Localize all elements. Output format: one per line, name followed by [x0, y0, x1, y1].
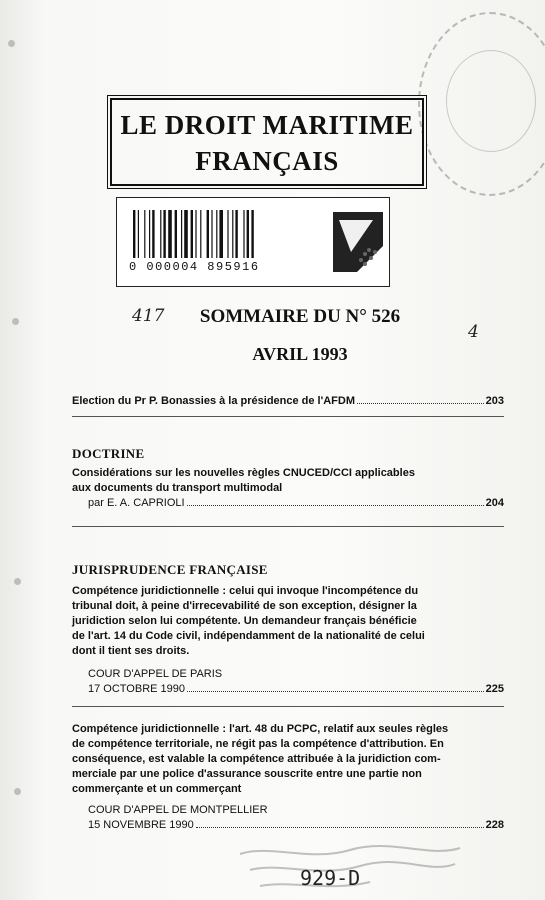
handwritten-note-right: 4 — [468, 322, 479, 342]
toc-entry-title: aux documents du transport multimodal — [72, 482, 283, 494]
barcode-bar — [184, 210, 188, 258]
barcode-bar — [160, 210, 161, 258]
toc-entry-election[interactable] — [72, 394, 504, 409]
court-name: COUR D'APPEL DE MONTPELLIER — [88, 804, 268, 816]
toc-entry-line: merciale par une police d'assurance souscrite entre une partie non — [72, 768, 422, 780]
summary-heading: SOMMAIRE DU N° 526 — [199, 306, 401, 327]
library-stamp-inner — [446, 50, 536, 152]
barcode-bar — [175, 210, 177, 258]
toc-entry-line: de l'art. 14 du Code civil, indépendamment de la nationalité de celui — [72, 630, 425, 642]
dot-leader — [357, 403, 484, 404]
barcode-bar — [219, 210, 223, 258]
barcode-bar — [247, 210, 249, 258]
divider — [72, 526, 504, 527]
journal-title-line1: LE DROIT MARITIME — [120, 110, 414, 140]
toc-entry-line: de compétence territoriale, ne régit pas la compétence d'attribution. En — [72, 738, 444, 750]
divider — [72, 706, 504, 707]
publisher-logo-icon — [333, 212, 383, 272]
issue-date: AVRIL 1993 — [252, 344, 348, 364]
barcode-bar — [149, 210, 150, 258]
toc-entry-line: tribunal doit, à peine d'irrecevabilité de son exception, désigner la — [72, 600, 417, 612]
barcode-bar — [207, 210, 209, 258]
barcode-bar — [243, 210, 244, 258]
dot-leader — [187, 505, 484, 506]
handwritten-catalog-code: 929-D — [300, 866, 361, 890]
toc-entry-line: commerçante et un commerçant — [72, 783, 242, 795]
court-date: 17 OCTOBRE 1990 — [88, 683, 186, 695]
barcode-bar — [144, 210, 145, 258]
barcode-bar — [181, 210, 182, 258]
barcode-digits: 0 000004 895916 — [129, 260, 260, 274]
barcode-bar — [227, 210, 228, 258]
barcode-bar — [235, 210, 237, 258]
toc-entry-line: Compétence juridictionnelle : l'art. 48 du PCPC, relatif aux seules règles — [72, 723, 449, 735]
section-heading-jurisprudence: JURISPRUDENCE FRANÇAISE — [72, 562, 268, 577]
section-heading-doctrine: DOCTRINE — [72, 446, 145, 461]
toc-entry-text: Election du Pr P. Bonassies à la présidence de l'AFDM — [72, 395, 356, 407]
toc-page-number: 204 — [485, 497, 504, 509]
toc-page-number: 228 — [485, 819, 504, 831]
barcode-bar — [191, 210, 193, 258]
barcode-bar — [168, 210, 172, 258]
journal-title-line2: FRANÇAIS — [195, 146, 339, 176]
barcode-bar — [216, 210, 217, 258]
toc-entry-jurisprudence-1[interactable] — [72, 584, 504, 697]
barcode-icon — [133, 210, 319, 258]
barcode-bar — [195, 210, 196, 258]
court-date: 15 NOVEMBRE 1990 — [88, 819, 194, 831]
punch-hole — [8, 40, 15, 47]
toc-entry-jurisprudence-2[interactable] — [72, 722, 504, 833]
punch-hole — [14, 578, 21, 585]
journal-title-box — [110, 98, 424, 186]
barcode-bar — [200, 210, 201, 258]
barcode-bar — [138, 210, 139, 258]
toc-page-number: 203 — [485, 395, 504, 407]
punch-hole — [12, 318, 19, 325]
punch-hole — [14, 788, 21, 795]
barcode-bar — [251, 210, 253, 258]
dot-leader — [187, 691, 484, 692]
barcode-bar — [152, 210, 154, 258]
toc-entry-line: juridiction selon lui compétente. Un demandeur français bénéficie — [72, 615, 417, 627]
toc-page-number: 225 — [485, 683, 504, 695]
toc-entry-line: conséquence, est valable la compétence attribuée à la juridiction com- — [72, 753, 441, 765]
toc-entry-author: par E. A. CAPRIOLI — [88, 497, 185, 509]
barcode-panel — [116, 197, 390, 287]
court-name: COUR D'APPEL DE PARIS — [88, 668, 223, 680]
barcode-bar — [133, 210, 135, 258]
barcode-bar — [232, 210, 233, 258]
barcode-bar — [163, 210, 165, 258]
handwritten-note-left: 417 — [132, 306, 165, 326]
toc-entry-title: Considérations sur les nouvelles règles CNUCED/CCI applicables — [72, 467, 415, 479]
dot-leader — [196, 827, 484, 828]
toc-entry-line: Compétence juridictionnelle : celui qui invoque l'incompétence du — [72, 585, 419, 597]
divider — [72, 416, 504, 417]
barcode-bar — [211, 210, 212, 258]
toc-entry-line: dont il tient ses droits. — [72, 645, 190, 657]
toc-entry-doctrine[interactable] — [72, 466, 504, 511]
